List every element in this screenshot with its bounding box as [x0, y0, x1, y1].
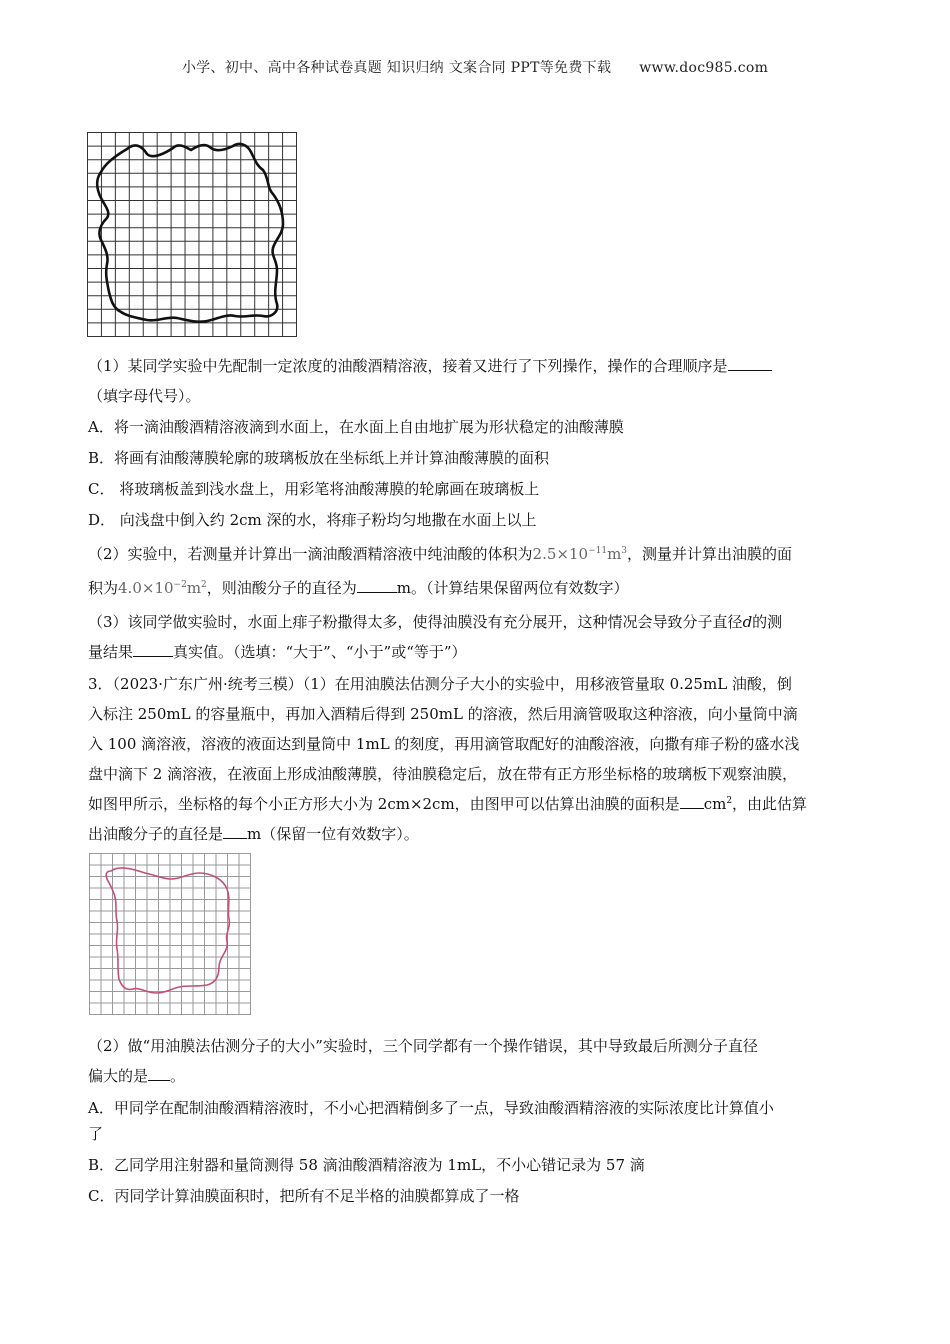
area-value: $4.0\times 10^{-2}m^2$: [118, 579, 207, 597]
q2-part1: （1）某同学实验中先配制一定浓度的油酸酒精溶液，接着又进行了下列操作，操作的合理顺序是: [88, 356, 772, 376]
q2-part2: （2）实验中，若测量并计算出一滴油酸酒精溶液中纯油酸的体积为$2.5\times 10^{-11}m^3$，测量并计算出油膜的面: [88, 545, 793, 563]
volume-value: $2.5\times 10^{-11}m^3$: [532, 545, 628, 563]
answer-blank-order[interactable]: [728, 356, 772, 371]
header-text: 小学、初中、高中各种试卷真题 知识归纳 文案合同 PPT等免费下载: [181, 60, 612, 76]
q3-part2: （2）做“用油膜法估测分子的大小”实验时，三个同学都有一个操作错误，其中导致最后所测分子直径: [88, 1037, 758, 1055]
header-url: www.doc985.com: [639, 60, 769, 76]
page-header: [0, 57, 950, 77]
q3-option-c: C．丙同学计算油膜面积时，把所有不足半格的油膜都算成了一格: [88, 1187, 520, 1205]
q3-line-2: 入标注 250mL 的容量瓶中，再加入酒精后得到 250mL 的溶液，然后用滴管吸取这种溶液，向小量筒中滴: [88, 705, 798, 723]
grid-lines: [87, 132, 297, 337]
q2-option-c: C． 将玻璃板盖到浅水盘上，用彩笔将油酸薄膜的轮廓画在玻璃板上: [88, 480, 540, 498]
q2-option-d: D． 向浅盘中倒入约 2cm 深的水，将痱子粉均匀地撒在水面上以上: [88, 511, 537, 529]
answer-blank-area[interactable]: [680, 794, 704, 809]
answer-blank-diameter[interactable]: [357, 578, 397, 593]
q3-line-1: 3．（2023·广东广州·统考三模）（1）在用油膜法估测分子大小的实验中，用移液管量取 0.25mL 油酸，倒: [88, 675, 792, 693]
q3-line-3: 入 100 滴溶液，溶液的液面达到量筒中 1mL 的刻度，再用滴管取配好的油酸溶液，向撒有痱子粉的盛水浅: [88, 735, 800, 753]
q3-option-b: B．乙同学用注射器和量筒测得 58 滴油酸酒精溶液为 1mL，不小心错记录为 57 滴: [88, 1156, 645, 1174]
answer-blank-choice[interactable]: [148, 1066, 170, 1081]
q2-part2-cont: 积为$4.0\times 10^{-2}m^2$，则油酸分子的直径为 m。（计算结果保留两位有效数字）: [88, 579, 629, 597]
q2-option-a: A．将一滴油酸酒精溶液滴到水面上，在水面上自由地扩展为形状稳定的油酸薄膜: [88, 418, 624, 436]
q2-part1-cont: （填字母代号）。: [88, 387, 201, 405]
q2-part3: （3）该同学做实验时，水面上痱子粉撒得太多，使得油膜没有充分展开，这种情况会导致分子直径d的测: [88, 613, 783, 631]
q3-option-a-cont: 了: [88, 1125, 104, 1143]
q2-option-b: B．将画有油酸薄膜轮廓的玻璃板放在坐标纸上并计算油酸薄膜的面积: [88, 449, 550, 467]
q3-part2-cont: 偏大的是 。: [88, 1067, 186, 1085]
q3-line-6: 出油酸分子的直径是 m（保留一位有效数字）。: [88, 825, 419, 843]
oil-film-outline: [106, 868, 229, 993]
q3-line-5: 如图甲所示，坐标格的每个小正方形大小为 2cm×2cm，由图甲可以估算出油膜的面积是 $cm^2$，由此估算: [88, 795, 808, 813]
answer-blank-compare[interactable]: [133, 642, 173, 657]
q3-option-a: A．甲同学在配制油酸酒精溶液时，不小心把酒精倒多了一点，导致油酸酒精溶液的实际浓度比计算值小: [88, 1099, 774, 1117]
answer-blank-molecule-diameter[interactable]: [223, 824, 247, 839]
oil-film-grid-figure-1: [87, 132, 297, 337]
oil-film-grid-figure-2: [89, 853, 251, 1015]
q2-part3-cont: 量结果 真实值。（选填：“大于”、“小于”或“等于”）: [88, 643, 467, 661]
q3-line-4: 盘中滴下 2 滴溶液，在液面上形成油酸薄膜，待油膜稳定后，放在带有正方形坐标格的玻璃板下观察油膜，: [88, 765, 798, 783]
